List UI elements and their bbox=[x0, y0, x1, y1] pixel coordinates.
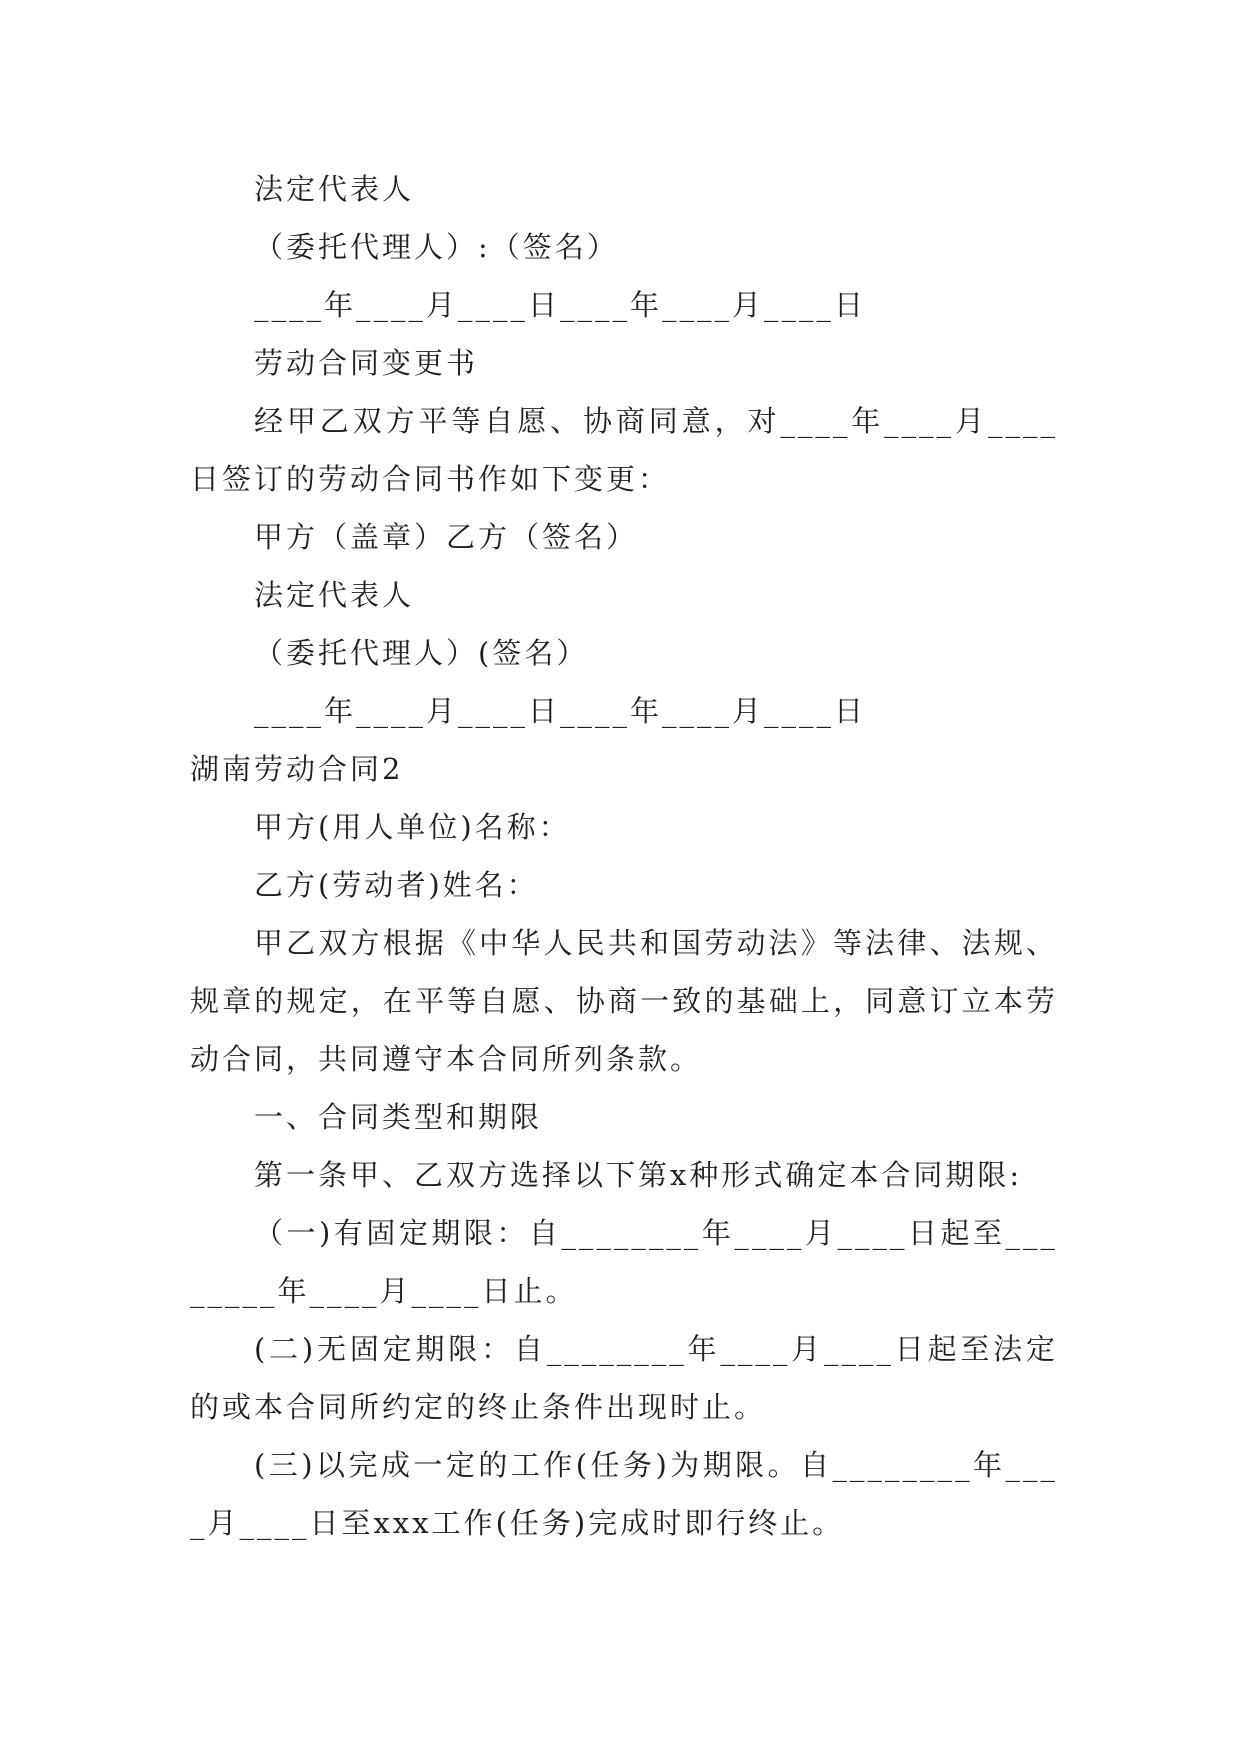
paragraph-date-line: ____年____月____日____年____月____日 bbox=[254, 288, 867, 322]
paragraph-legal-representative-2: 法定代表人 bbox=[254, 578, 415, 612]
paragraph-preamble: 甲乙双方根据《中华人民共和国劳动法》等法律、法规、规章的规定，在平等自愿、协商一致的基础上，同意订立本劳动合同，共同遵守本合同所列条款。 bbox=[190, 926, 1058, 1076]
section-heading-contract-type: 一、合同类型和期限 bbox=[254, 1100, 543, 1134]
article-one: 第一条甲、乙双方选择以下第x种形式确定本合同期限: bbox=[254, 1158, 1023, 1192]
paragraph-date-line-2: ____年____月____日____年____月____日 bbox=[254, 694, 867, 728]
clause-fixed-term: （一)有固定期限：自________年____月____日起至________年____月____日止。 bbox=[190, 1216, 1058, 1308]
clause-open-term: (二)无固定期限：自________年____月____日起至法定的或本合同所约定的终止条件出现时止。 bbox=[190, 1332, 1058, 1424]
paragraph-parties-seal: 甲方（盖章）乙方（签名） bbox=[254, 520, 639, 554]
paragraph-agent-signature: （委托代理人）:（签名） bbox=[254, 230, 619, 264]
paragraph-employer-name: 甲方(用人单位)名称： bbox=[254, 810, 571, 844]
document-body bbox=[190, 160, 1058, 1552]
paragraph-amendment-intro: 经甲乙双方平等自愿、协商同意，对____年____月____日签订的劳动合同书作如下变更： bbox=[190, 404, 1058, 496]
paragraph-agent-signature-2: （委托代理人）(签名） bbox=[254, 636, 589, 670]
section-heading-amendment: 劳动合同变更书 bbox=[254, 346, 479, 380]
document-title: 湖南劳动合同2 bbox=[190, 752, 404, 786]
paragraph-legal-representative: 法定代表人 bbox=[254, 172, 415, 206]
clause-task-term: (三)以完成一定的工作(任务)为期限。自________年____月____日至xxx工作(任务)完成时即行终止。 bbox=[190, 1448, 1058, 1540]
paragraph-employee-name: 乙方(劳动者)姓名： bbox=[254, 868, 539, 902]
